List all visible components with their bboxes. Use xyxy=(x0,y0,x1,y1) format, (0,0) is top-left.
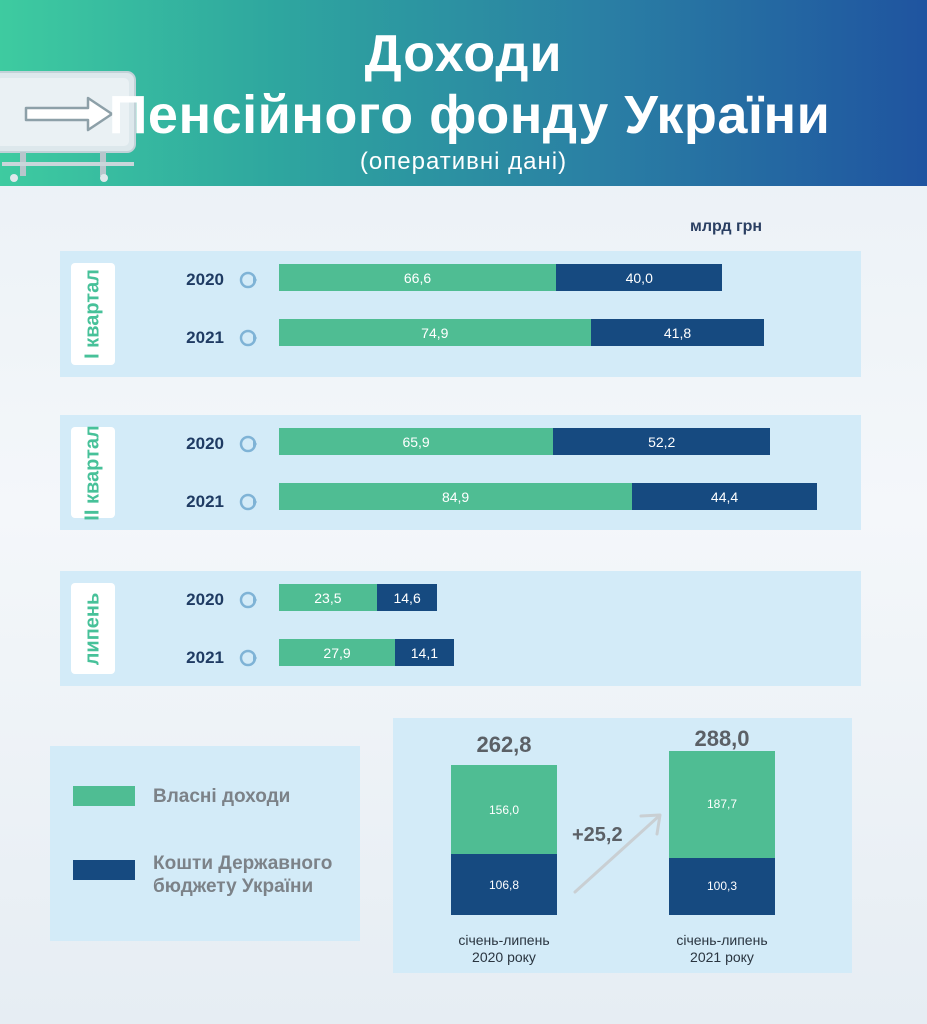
year-label: 2020 xyxy=(186,270,224,289)
legend-swatch-state xyxy=(73,860,135,880)
period-label-box xyxy=(71,424,115,521)
period-label-2020 xyxy=(429,932,579,966)
bar-segment-state: 40,0 xyxy=(556,264,722,291)
circle-arrow-icon xyxy=(238,590,258,610)
delta-label: +25,2 xyxy=(572,824,623,846)
header-banner xyxy=(0,0,927,186)
bar-segment-state: 41,8 xyxy=(591,319,765,346)
period-label: липень xyxy=(81,592,104,665)
legend xyxy=(50,746,360,941)
total-label-2021: 288,0 xyxy=(694,726,750,751)
unit-label: млрд грн xyxy=(690,218,763,235)
total-label-2020: 262,8 xyxy=(476,732,532,757)
period-2020-line2: 2020 року xyxy=(472,949,536,965)
page-subtitle: (оперативні дані) xyxy=(359,148,568,175)
period-2020-line1: січень-липень xyxy=(458,932,550,948)
year-label: 2020 xyxy=(186,590,224,609)
bar-segment-state: 44,4 xyxy=(632,483,817,510)
legend-label-own: Власні доходи xyxy=(153,786,291,807)
panel-group-2 xyxy=(60,571,861,686)
bar-segment-own: 27,9 xyxy=(279,639,395,666)
bar-segment-own: 74,9 xyxy=(279,319,591,346)
period-label: II квартал xyxy=(81,424,104,521)
circle-arrow-icon xyxy=(238,270,258,290)
legend-label-state-line2: бюджету України xyxy=(153,876,314,897)
panel-group-0 xyxy=(60,251,861,377)
summary-bar-own-2020: 156,0 xyxy=(451,765,557,854)
bar-segment-own: 66,6 xyxy=(279,264,556,291)
period-2021-line1: січень-липень xyxy=(676,932,768,948)
page-title-line1: Доходи xyxy=(364,25,563,83)
legend-label-state xyxy=(153,852,332,898)
bar-segment-state: 52,2 xyxy=(553,428,770,455)
legend-swatch-own xyxy=(73,786,135,806)
period-2021-line2: 2021 року xyxy=(690,949,754,965)
page-title-line2: Пенсійного фонду України xyxy=(108,85,831,145)
circle-arrow-icon xyxy=(238,492,258,512)
growth-arrow-icon xyxy=(569,808,669,898)
legend-label-state-line1: Кошти Державного xyxy=(153,853,333,874)
year-label: 2020 xyxy=(186,434,224,453)
bar-segment-own: 23,5 xyxy=(279,584,377,611)
bar-segment-own: 65,9 xyxy=(279,428,553,455)
period-label-box xyxy=(71,263,115,365)
period-label-2021 xyxy=(647,932,797,966)
period-label-box xyxy=(71,583,115,674)
summary-bar-state-2021: 100,3 xyxy=(669,858,775,915)
circle-arrow-icon xyxy=(238,328,258,348)
summary-column-2020 xyxy=(451,765,557,915)
summary-column-2021 xyxy=(669,751,775,915)
period-label: I квартал xyxy=(81,269,104,359)
summary-chart xyxy=(393,718,852,973)
summary-bar-own-2021: 187,7 xyxy=(669,751,775,858)
bar-segment-state: 14,6 xyxy=(377,584,438,611)
year-label: 2021 xyxy=(186,328,224,347)
circle-arrow-icon xyxy=(238,648,258,668)
year-label: 2021 xyxy=(186,648,224,667)
summary-bar-state-2020: 106,8 xyxy=(451,854,557,915)
year-label: 2021 xyxy=(186,492,224,511)
panel-group-1 xyxy=(60,415,861,530)
circle-arrow-icon xyxy=(238,434,258,454)
bar-segment-own: 84,9 xyxy=(279,483,632,510)
bar-segment-state: 14,1 xyxy=(395,639,454,666)
